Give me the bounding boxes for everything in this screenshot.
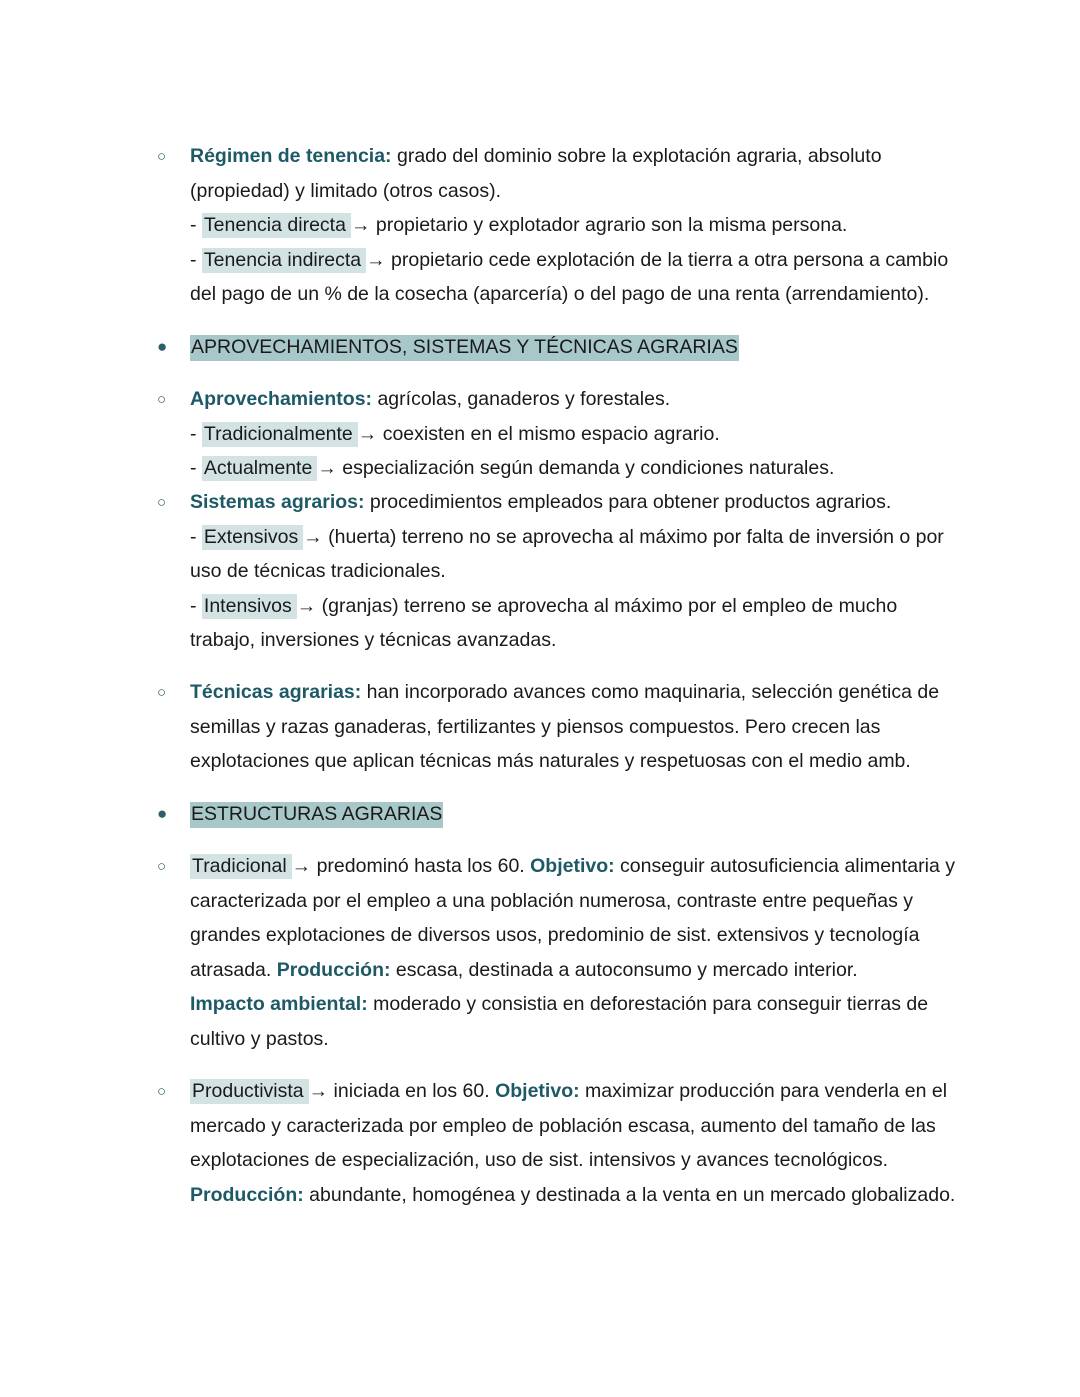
term-label: Impacto ambiental: bbox=[190, 993, 368, 1016]
heading-text: ESTRUCTURAS AGRARIAS bbox=[190, 802, 443, 828]
arrow-icon: → bbox=[308, 1080, 329, 1102]
highlight-label: Tenencia indirecta bbox=[202, 248, 366, 273]
hollow-bullet-icon: ○ bbox=[157, 391, 167, 408]
highlight-label: Tenencia directa bbox=[202, 213, 351, 238]
arrow-icon: → bbox=[291, 855, 312, 877]
hollow-bullet-icon: ○ bbox=[157, 148, 167, 165]
term-label: Sistemas agrarios: bbox=[190, 491, 365, 513]
term-label: Producción: bbox=[276, 958, 391, 981]
arrow-icon: → bbox=[303, 525, 323, 548]
section-heading-estructuras bbox=[157, 797, 980, 832]
list-item-sistemas-agrarios: ○ Sistemas agrarios: procedimientos empleados para obtener productos agrarios. - Extensivos → (huerta) terreno no se aprovecha al máximo por falta de inversión o por uso de técnicas tradicionales. - Intensivos → (granjas) terreno se aprovecha al máximo por el empleo de mucho trabajo, inversiones y técnicas avanzadas. bbox=[190, 485, 980, 658]
hollow-bullet-icon: ○ bbox=[157, 1083, 167, 1100]
arrow-icon: → bbox=[296, 594, 317, 617]
list-item-tradicional: ○ Tradicional → predominó hasta los 60. Objetivo: conseguir autosuficiencia alimentaria y caracterizada por el empleo a una población numerosa, contraste entre pequeñas y grandes explotaciones de diversos usos, predominio de sist. extensivos y tecnología atrasada. Producción: escasa, destinada a autoconsumo y mercado interior. Impacto ambiental: moderado y consistia en deforestación para conseguir tierras de cultivo y pastos. bbox=[190, 849, 980, 1057]
term-label: Aprovechamientos: bbox=[190, 388, 373, 410]
list-item-tecnicas-agrarias: ○ Técnicas agrarias: han incorporado avances como maquinaria, selección genética de semillas y razas ganaderas, fertilizantes y piensos compuestos. Pero crecen las explotaciones que aplican técnicas más naturales y respetuosas con el medio amb. bbox=[190, 675, 980, 779]
solid-bullet-icon: ● bbox=[157, 804, 168, 823]
section-heading-aprovechamientos bbox=[157, 330, 980, 365]
heading-text: APROVECHAMIENTOS, SISTEMAS Y TÉCNICAS AGRARIAS bbox=[190, 335, 739, 361]
hollow-bullet-icon: ○ bbox=[157, 494, 167, 511]
hollow-bullet-icon: ○ bbox=[157, 684, 167, 701]
term-label: Régimen de tenencia: bbox=[190, 145, 392, 167]
arrow-icon: → bbox=[350, 214, 371, 237]
list-item-productivista: ○ Productivista → iniciada en los 60. Objetivo: maximizar producción para venderla en el mercado y caracterizada por empleo de población escasa, aumento del tamaño de las explotaciones de especialización, uso de sist. intensivos y avances tecnológicos. Producción: abundante, homogénea y destinada a la venta en un mercado globalizado. bbox=[190, 1074, 980, 1212]
arrow-icon: → bbox=[317, 457, 337, 480]
list-item-aprovechamientos: ○ Aprovechamientos: agrícolas, ganaderos y forestales. - Tradicionalmente → coexisten en el mismo espacio agrario. - Actualmente → especialización según demanda y condiciones naturales. bbox=[190, 382, 980, 486]
hollow-bullet-icon: ○ bbox=[157, 858, 167, 875]
highlight-label: Productivista bbox=[190, 1079, 309, 1104]
term-label: Objetivo: bbox=[495, 1080, 580, 1102]
term-label: Producción: bbox=[190, 1183, 304, 1206]
highlight-label: Tradicional bbox=[190, 854, 292, 879]
solid-bullet-icon: ● bbox=[157, 337, 168, 356]
arrow-icon: → bbox=[366, 248, 386, 271]
highlight-label: Intensivos bbox=[202, 594, 297, 619]
highlight-label: Tradicionalmente bbox=[202, 422, 358, 447]
highlight-label: Actualmente bbox=[202, 456, 317, 481]
highlight-label: Extensivos bbox=[202, 525, 303, 550]
arrow-icon: → bbox=[357, 422, 378, 445]
list-item-regimen-tenencia: ○ Régimen de tenencia: grado del dominio sobre la explotación agraria, absoluto (propiedad) y limitado (otros casos). - Tenencia directa → propietario y explotador agrario son la misma persona. - Tenencia indirecta → propietario cede explotación de la tierra a otra persona a cambio del pago de un % de la cosecha (aparcería) o del pago de una renta (arrendamiento). bbox=[190, 139, 980, 312]
term-label: Técnicas agrarias: bbox=[190, 681, 362, 703]
term-label: Objetivo: bbox=[530, 855, 615, 877]
